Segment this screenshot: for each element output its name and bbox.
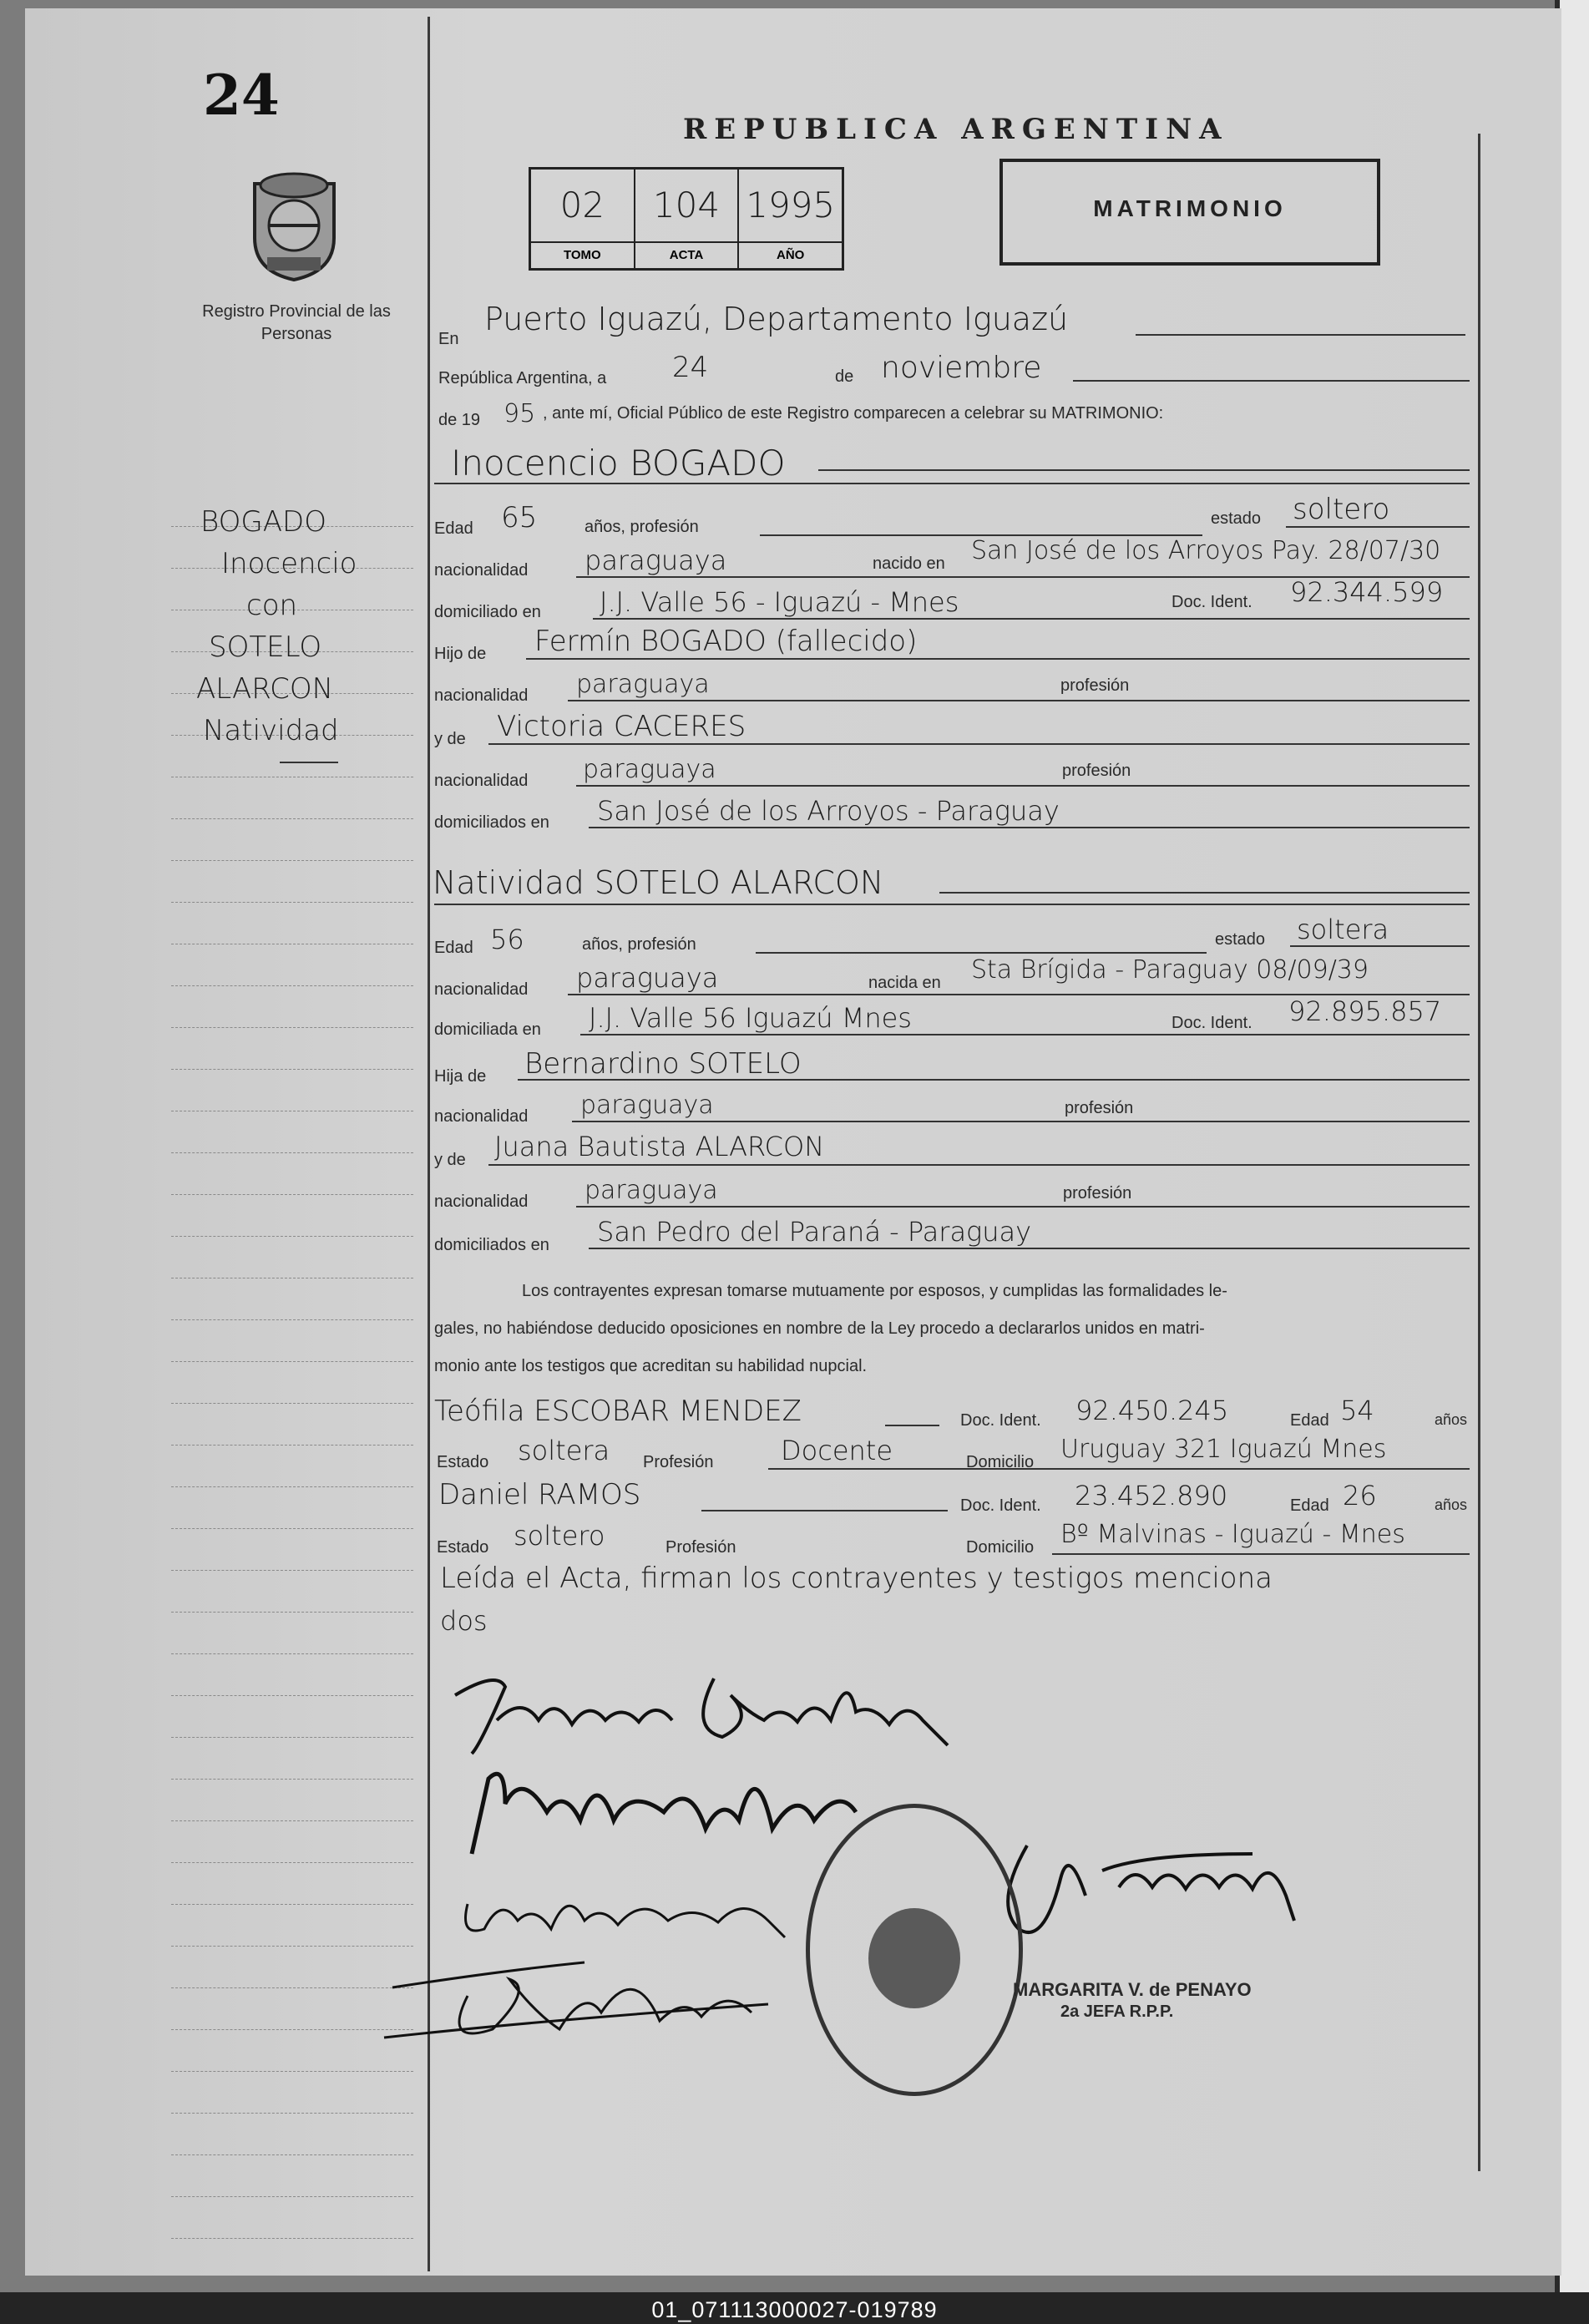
witness-2-estado: soltero bbox=[514, 1520, 605, 1552]
bride-domicilio: J.J. Valle 56 Iguazú Mnes bbox=[589, 1002, 912, 1034]
margin-ruled-line bbox=[171, 1403, 413, 1404]
witness-1-name: Teófila ESCOBAR MENDEZ bbox=[434, 1395, 802, 1428]
margin-ruled-line bbox=[171, 2154, 413, 2155]
groom-parents-dom: San José de los Arroyos - Paraguay bbox=[597, 795, 1060, 827]
margin-ruled-line bbox=[171, 1319, 413, 1320]
bride-name: Natividad SOTELO ALARCON bbox=[433, 864, 884, 901]
declaration-line-2: gales, no habiéndose deducido oposiciones en nombre de la Ley procedo a declararlos unidos en matri- bbox=[434, 1319, 1205, 1338]
bride-yde-label: y de bbox=[434, 1151, 466, 1169]
bride-doms-label: domiciliados en bbox=[434, 1236, 549, 1254]
groom-estado: soltero bbox=[1293, 493, 1390, 526]
margin-ruled-line bbox=[171, 860, 413, 861]
groom-mother-prof-label: profesión bbox=[1062, 762, 1131, 780]
groom-father-nac: paraguaya bbox=[576, 670, 710, 699]
marriage-place: Puerto Iguazú, Departamento Iguazú bbox=[484, 301, 1069, 337]
groom-nacionalidad: paraguaya bbox=[584, 544, 727, 576]
officer-title: 2a JEFA R.P.P. bbox=[1060, 2002, 1174, 2021]
witness-1-doc: 92.450.245 bbox=[1075, 1395, 1229, 1426]
bride-doc: 92.895.857 bbox=[1288, 995, 1442, 1027]
bride-hija-label: Hija de bbox=[434, 1067, 487, 1086]
acta-cell bbox=[635, 170, 740, 268]
country-heading: REPUBLICA ARGENTINA bbox=[683, 113, 1229, 146]
bride-father-prof-label: profesión bbox=[1065, 1099, 1134, 1117]
margin-ruled-line bbox=[171, 2071, 413, 2072]
signature-natividad bbox=[455, 1754, 889, 1871]
margin-ruled-line bbox=[171, 2196, 413, 2197]
witness-2-name: Daniel RAMOS bbox=[438, 1478, 641, 1511]
comparecen-text: , ante mí, Oficial Público de este Registro comparecen a celebrar su MATRIMONIO: bbox=[543, 404, 1164, 423]
declaration-line-3: monio ante los testigos que acreditan su habilidad nupcial. bbox=[434, 1357, 868, 1375]
bride-nacionalidad: paraguaya bbox=[576, 962, 719, 994]
groom-edad-label: Edad bbox=[434, 519, 473, 538]
margin-note-line-4: SOTELO bbox=[209, 630, 322, 664]
margin-ruled-line bbox=[171, 1236, 413, 1237]
witness-2-edad-label: Edad bbox=[1290, 1496, 1329, 1515]
bride-estado: soltera bbox=[1297, 914, 1389, 945]
margin-ruled-line bbox=[171, 1612, 413, 1613]
record-type-box bbox=[999, 159, 1380, 266]
groom-anos-prof-label: años, profesión bbox=[584, 518, 699, 536]
margin-ruled-line bbox=[171, 2113, 413, 2114]
margin-ruled-line bbox=[171, 1653, 413, 1654]
column-divider bbox=[428, 17, 430, 2271]
witness-2-profesion-label: Profesión bbox=[665, 1538, 736, 1557]
bride-mother: Juana Bautista ALARCON bbox=[494, 1131, 825, 1162]
bride-father-nac: paraguaya bbox=[580, 1091, 714, 1120]
groom-father-nac-label: nacionalidad bbox=[434, 686, 529, 705]
de-label: de bbox=[835, 367, 854, 386]
margin-ruled-line bbox=[171, 1779, 413, 1780]
coat-of-arms-icon bbox=[242, 167, 347, 284]
groom-nacido: San José de los Arroyos Pay. 28/07/30 bbox=[971, 536, 1441, 565]
groom-estado-label: estado bbox=[1211, 509, 1262, 528]
page-number: 24 bbox=[203, 63, 280, 128]
right-border bbox=[1478, 134, 1480, 2171]
margin-note-underline bbox=[280, 762, 338, 763]
bride-father: Bernardino SOTELO bbox=[524, 1047, 802, 1081]
witness-1-estado: soltera bbox=[518, 1435, 610, 1466]
groom-yde-label: y de bbox=[434, 730, 466, 748]
witness-1-domicilio: Uruguay 321 Iguazú Mnes bbox=[1060, 1435, 1387, 1464]
margin-note-line-6: Natividad bbox=[203, 714, 339, 747]
groom-edad: 65 bbox=[501, 501, 538, 534]
groom-doc: 92.344.599 bbox=[1290, 576, 1444, 608]
republica-label: República Argentina, a bbox=[438, 369, 607, 387]
bride-doc-label: Doc. Ident. bbox=[1172, 1014, 1252, 1032]
bride-anos-prof-label: años, profesión bbox=[582, 935, 696, 954]
witness-2-doc: 23.452.890 bbox=[1075, 1480, 1228, 1511]
witness-1-edad-label: Edad bbox=[1290, 1411, 1329, 1430]
margin-ruled-line bbox=[171, 1069, 413, 1070]
groom-doms-label: domiciliados en bbox=[434, 813, 549, 832]
margin-note-line-3: con bbox=[246, 589, 298, 622]
official-stamp bbox=[806, 1804, 1023, 2096]
bride-edad-label: Edad bbox=[434, 939, 473, 957]
margin-ruled-line bbox=[171, 1862, 413, 1863]
groom-name: Inocencio BOGADO bbox=[451, 443, 786, 484]
bride-father-nac-label: nacionalidad bbox=[434, 1107, 529, 1126]
bride-nac-label: nacionalidad bbox=[434, 980, 529, 999]
margin-ruled-line bbox=[171, 1737, 413, 1738]
margin-ruled-line bbox=[171, 1904, 413, 1905]
margin-note-line-2: Inocencio bbox=[221, 547, 357, 580]
tomo-cell bbox=[531, 170, 635, 268]
marriage-month: noviembre bbox=[881, 351, 1042, 385]
groom-father-prof-label: profesión bbox=[1060, 676, 1130, 695]
groom-mother-nac: paraguaya bbox=[583, 755, 716, 784]
witness-1-doc-label: Doc. Ident. bbox=[960, 1411, 1041, 1430]
stamp-emblem bbox=[868, 1908, 960, 2008]
margin-ruled-line bbox=[171, 1486, 413, 1487]
groom-nacido-label: nacido en bbox=[873, 554, 945, 573]
margin-ruled-line bbox=[171, 1445, 413, 1446]
margin-ruled-line bbox=[171, 1027, 413, 1028]
tomo-value: 02 bbox=[559, 185, 605, 225]
margin-ruled-line bbox=[171, 2238, 413, 2239]
witness-2-edad: 26 bbox=[1343, 1480, 1377, 1511]
margin-note-line-5: ALARCON bbox=[196, 672, 334, 706]
marriage-day: 24 bbox=[672, 351, 709, 384]
margin-ruled-line bbox=[171, 1152, 413, 1153]
record-type: MATRIMONIO bbox=[1093, 195, 1287, 221]
groom-hijo-label: Hijo de bbox=[434, 645, 487, 663]
bride-parents-dom: San Pedro del Paraná - Paraguay bbox=[597, 1216, 1032, 1248]
signature-daniel-ramos bbox=[367, 1937, 835, 2054]
witness-2-anos-label: años bbox=[1435, 1496, 1468, 1513]
witness-1-anos-label: años bbox=[1435, 1411, 1468, 1428]
bride-mother-nac: paraguaya bbox=[584, 1176, 718, 1205]
groom-dom-label: domiciliado en bbox=[434, 603, 541, 621]
bride-nacida-label: nacida en bbox=[868, 974, 941, 992]
acta-label: ACTA bbox=[635, 241, 738, 268]
ano-value: 1995 bbox=[746, 185, 836, 225]
witness-1-edad: 54 bbox=[1340, 1395, 1374, 1426]
groom-mother: Victoria CACERES bbox=[497, 710, 746, 743]
book-edge bbox=[1560, 0, 1589, 2292]
groom-domicilio: J.J. Valle 56 - Iguazú - Mnes bbox=[600, 586, 959, 618]
bride-dom-label: domiciliada en bbox=[434, 1020, 541, 1039]
officer-name: MARGARITA V. de PENAYO bbox=[1013, 1979, 1252, 2000]
year-suffix: 95 bbox=[504, 399, 536, 428]
ano-label: AÑO bbox=[739, 241, 842, 268]
year-prefix: de 19 bbox=[438, 411, 481, 429]
margin-ruled-line bbox=[171, 985, 413, 986]
ano-cell bbox=[739, 170, 842, 268]
margin-ruled-line bbox=[171, 1695, 413, 1696]
document-id: 01_071113000027-019789 bbox=[651, 2297, 938, 2322]
registry-label: Registro Provincial de las Personas bbox=[202, 302, 391, 343]
bride-estado-label: estado bbox=[1215, 930, 1266, 949]
acta-value: 104 bbox=[652, 185, 721, 225]
bride-mother-nac-label: nacionalidad bbox=[434, 1192, 529, 1211]
signature-officer bbox=[977, 1829, 1328, 1946]
closing-line-1: Leída el Acta, firman los contrayentes y testigos menciona bbox=[440, 1562, 1273, 1595]
witness-1-estado-label: Estado bbox=[437, 1453, 489, 1471]
en-label: En bbox=[438, 330, 459, 348]
bride-nacida: Sta Brígida - Paraguay 08/09/39 bbox=[971, 955, 1369, 985]
witness-2-domicilio: Bº Malvinas - Iguazú - Mnes bbox=[1060, 1520, 1405, 1549]
margin-ruled-line bbox=[171, 1528, 413, 1529]
footer-bar bbox=[0, 2292, 1589, 2324]
margin-ruled-line bbox=[171, 1570, 413, 1571]
bride-mother-prof-label: profesión bbox=[1063, 1184, 1132, 1203]
margin-ruled-line bbox=[171, 902, 413, 903]
witness-1-domicilio-label: Domicilio bbox=[966, 1453, 1035, 1471]
groom-doc-label: Doc. Ident. bbox=[1172, 593, 1252, 611]
groom-nac-label: nacionalidad bbox=[434, 561, 529, 580]
witness-2-doc-label: Doc. Ident. bbox=[960, 1496, 1041, 1515]
margin-note-line-1: BOGADO bbox=[200, 505, 326, 539]
tomo-label: TOMO bbox=[531, 241, 634, 268]
margin-ruled-line bbox=[171, 818, 413, 819]
witness-1-profesion-label: Profesión bbox=[643, 1453, 714, 1471]
groom-mother-nac-label: nacionalidad bbox=[434, 772, 529, 790]
groom-father: Fermín BOGADO (fallecido) bbox=[534, 625, 918, 658]
margin-ruled-line bbox=[171, 1361, 413, 1362]
bride-edad: 56 bbox=[490, 924, 524, 955]
tomo-acta-ano-box bbox=[529, 167, 844, 271]
closing-line-2: dos bbox=[440, 1605, 488, 1637]
margin-ruled-line bbox=[171, 1194, 413, 1195]
witness-2-estado-label: Estado bbox=[437, 1538, 489, 1557]
witness-1-profesion: Docente bbox=[781, 1435, 893, 1466]
margin-ruled-line bbox=[171, 1820, 413, 1821]
declaration-line-1: Los contrayentes expresan tomarse mutuamente por esposos, y cumplidas las formalidades le- bbox=[522, 1282, 1227, 1300]
witness-2-domicilio-label: Domicilio bbox=[966, 1538, 1035, 1557]
signature-inocencio-bogado bbox=[447, 1662, 964, 1762]
